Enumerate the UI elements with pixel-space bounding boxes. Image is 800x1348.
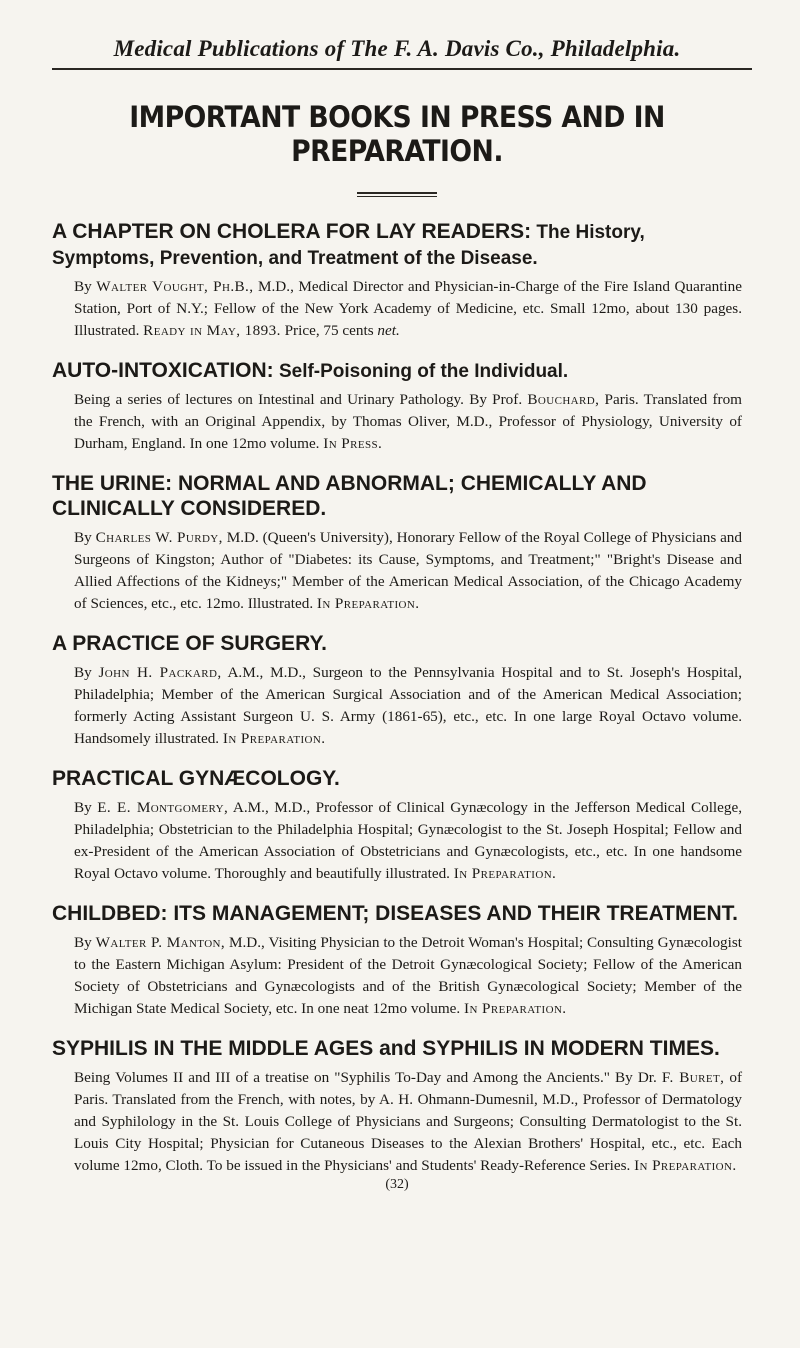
book-entry bbox=[52, 631, 742, 750]
publication-status: In Preparation. bbox=[464, 1000, 567, 1017]
description-text: M.D., Visiting Physician to the Detroit Woman's Hospital; Consulting Gynæcologist to the Eastern Michigan Asylum: President of the Detroit Gynæcological Society; Fellow of the American Society of Obstetricians and Gynæcologists and of the British Gynæcological Society; Member of the Michigan State Medical Society, etc. In one neat 12mo volume. bbox=[74, 934, 742, 1017]
description-lead: By bbox=[74, 799, 98, 816]
publication-status: In Preparation. bbox=[222, 730, 326, 747]
book-title bbox=[52, 219, 742, 271]
book-entry bbox=[52, 766, 742, 885]
book-description bbox=[52, 797, 742, 885]
publication-status: Ready in May, 1893. bbox=[143, 322, 281, 339]
price-qualifier: net. bbox=[377, 322, 400, 339]
entries-list bbox=[52, 219, 742, 1177]
description-text: M.D. (Queen's University), Honorary Fellow of the Royal College of Physicians and Surgeons of Kingston; Author of "Diabetes: its Cause, Symptoms, and Treatment;" "Bright's Disease and Allied Affections of the Kidneys;" Member of the American Medical Association, of the Chicago Academy of Sciences, etc., etc. 12mo. Illustrated. bbox=[74, 529, 742, 612]
book-entry bbox=[52, 901, 742, 1020]
description-text: of Paris. Translated from the French, with notes, by A. H. Ohmann-Dumesnil, M.D., Professor of Dermatology and Syphilology in the St. Louis College of Physicians and Surgeons; Consulting Dermatologist to the St. Louis City Hospital; Physician for Cutaneous Diseases to the Alexian Brothers' Hospital, etc., etc. Each volume 12mo, Cloth. To be issued in the Physicians' and Students' Ready-Reference Series. bbox=[74, 1069, 743, 1174]
book-title-main: A PRACTICE OF SURGERY. bbox=[52, 632, 327, 655]
author-name: John H. Packard, bbox=[98, 664, 222, 681]
description-text: Paris. Translated from the French, with an Original Appendix, by Thomas Oliver, M.D., Professor of Physiology, University of Durham, England. In one 12mo volume. bbox=[74, 391, 742, 452]
description-lead: Being Volumes II and III of a treatise on "Syphilis To-Day and Among the Ancients." By Dr. bbox=[74, 1069, 662, 1086]
book-title bbox=[52, 766, 742, 792]
publication-status: In Preparation. bbox=[453, 865, 557, 882]
book-entry bbox=[52, 1036, 742, 1177]
book-title bbox=[52, 901, 742, 927]
description-lead: By bbox=[74, 529, 96, 546]
book-description bbox=[52, 527, 742, 615]
book-title-main: A CHAPTER ON CHOLERA FOR LAY READERS: bbox=[52, 220, 532, 243]
book-title-main: AUTO-INTOXICATION: bbox=[52, 359, 274, 382]
publication-status: In Press. bbox=[323, 435, 383, 452]
description-lead: By bbox=[74, 278, 97, 295]
book-title-main: PRACTICAL GYNÆCOLOGY. bbox=[52, 767, 340, 790]
book-title bbox=[52, 1036, 742, 1062]
description-lead: Being a series of lectures on Intestinal and Urinary Pathology. By Prof. bbox=[74, 391, 528, 408]
description-text: A.M., M.D., Professor of Clinical Gynæcology in the Jefferson Medical College, Philadelphia; Obstetrician to the Philadelphia Hospital; Gynæcologist to the St. Joseph Hospital; Fellow and ex-President of the American Association of Obstetricians and Gynæcologists, etc., etc. In one handsome Royal Octavo volume. Thoroughly and beautifully illustrated. bbox=[74, 799, 743, 882]
author-name: Walter Vought, Ph.B., bbox=[96, 278, 254, 295]
book-description bbox=[52, 389, 742, 455]
book-title bbox=[52, 471, 742, 522]
running-head: Medical Publications of The F. A. Davis Co., Philadelphia. bbox=[113, 36, 681, 61]
author-name: Bouchard, bbox=[527, 391, 600, 408]
book-entry bbox=[52, 471, 742, 615]
description-lead: By bbox=[74, 664, 99, 681]
book-title bbox=[52, 358, 742, 384]
book-subtitle: The History, Symptoms, Prevention, and Treatment of the Disease. bbox=[52, 222, 645, 269]
main-title: IMPORTANT BOOKS IN PRESS AND IN PREPARATION. bbox=[129, 100, 665, 168]
author-name: F. Buret, bbox=[661, 1069, 725, 1086]
book-entry bbox=[52, 358, 742, 455]
publication-status: In Preparation. bbox=[634, 1157, 737, 1174]
book-entry bbox=[52, 219, 742, 342]
book-title-main: THE URINE: NORMAL AND ABNORMAL; CHEMICALLY AND CLINICALLY CONSIDERED. bbox=[52, 472, 647, 520]
book-subtitle: Self-Poisoning of the Individual. bbox=[273, 361, 569, 382]
price-text: Price, 75 cents bbox=[280, 322, 378, 339]
book-title bbox=[52, 631, 742, 657]
description-text: A.M., M.D., Surgeon to the Pennsylvania Hospital and to St. Joseph's Hospital, Philadelphia; Member of the American Surgical Association and of the American Medical Association; formerly Acting Assistant Surgeon U. S. Army (1861-65), etc., etc. In one large Royal Octavo volume. Handsomely illustrated. bbox=[74, 664, 742, 747]
author-name: Charles W. Purdy, bbox=[95, 529, 223, 546]
description-text: M.D., Medical Director and Physician-in-Charge of the Fire Island Quarantine Station, Port of N.Y.; Fellow of the New York Academy of Medicine, etc. Small 12mo, about 130 pages. Illustrated. bbox=[74, 278, 742, 339]
publication-status: In Preparation. bbox=[316, 595, 420, 612]
page-number: (32) bbox=[385, 1177, 409, 1192]
book-description bbox=[52, 662, 742, 750]
book-description bbox=[52, 276, 742, 342]
head-rule bbox=[52, 68, 752, 70]
book-title-main: SYPHILIS IN THE MIDDLE AGES and SYPHILIS IN MODERN TIMES. bbox=[52, 1037, 720, 1060]
description-lead: By bbox=[74, 934, 96, 951]
book-description bbox=[52, 1067, 742, 1177]
book-title-main: CHILDBED: ITS MANAGEMENT; DISEASES AND THEIR TREATMENT. bbox=[52, 902, 739, 925]
author-name: Walter P. Manton, bbox=[95, 934, 226, 951]
book-description bbox=[52, 932, 742, 1020]
double-rule-divider bbox=[357, 192, 437, 197]
author-name: E. E. Montgomery, bbox=[97, 799, 229, 816]
